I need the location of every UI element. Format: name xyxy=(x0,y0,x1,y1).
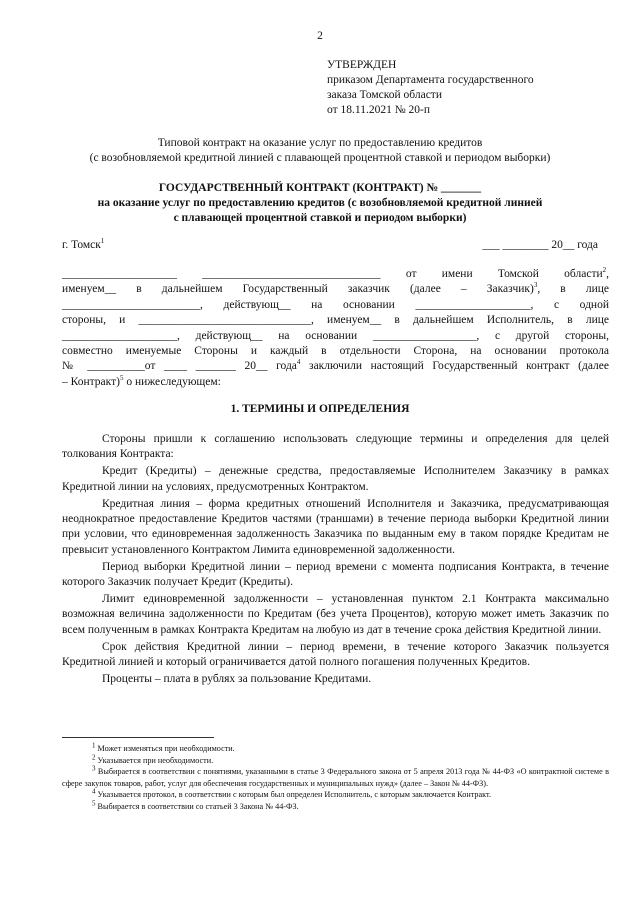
footnote-text: Выбирается в соответствии с понятиями, указанными в статье 3 Федерального закона от 5 апреля 2013 года № 44-ФЗ «О контрактной системе в сфере закупок товаров, работ, услуг для обеспечения государственных и муниципальных нужд» (далее – Закон № 44-ФЗ). xyxy=(62,767,609,788)
contract-date: ___ ________ 20__ года xyxy=(482,239,598,251)
footnote-number: 1 xyxy=(92,741,96,750)
preamble-text: о нижеследующем: xyxy=(123,375,221,388)
footnote-text: Может изменяться при необходимости. xyxy=(95,744,235,753)
preamble-line-1 xyxy=(62,267,609,282)
paragraph: Лимит единовременной задолженности – установленная пунктом 2.1 Контракта максимально возможная величина задолженности по Кредитам (без учета Процентов), которую может иметь Заказчик по всем полученным в рамках Контракта Кредитам на любую из дат в течение срока действия Кредитной линии. xyxy=(62,593,609,636)
preamble-line-8 xyxy=(62,375,609,390)
footnote-number: 2 xyxy=(92,752,96,761)
preamble-text: , в лице xyxy=(537,283,609,296)
footnote xyxy=(62,801,609,813)
preamble-text: – Контракт) xyxy=(62,375,120,388)
footnote-ref: 5 xyxy=(119,374,124,383)
preamble-text: именуем__ в дальнейшем Государственный заказчик (далее – Заказчик) xyxy=(62,283,534,296)
approval-line-4: от 18.11.2021 № 20-п xyxy=(327,104,431,116)
paragraph: Кредит (Кредиты) – денежные средства, предоставляемые Исполнителем Заказчику в рамках Кредитной линии на условиях, предусмотренных Контрактом. xyxy=(62,465,609,493)
section-heading: 1. ТЕРМИНЫ И ОПРЕДЕЛЕНИЯ xyxy=(230,403,410,415)
typical-line-2: (с возобновляемой кредитной линией с плавающей процентной ставкой и периодом выборки) xyxy=(89,152,551,164)
paragraph: Период выборки Кредитной линии – период времени с момента подписания Контракта, в течение которого Заказчик получает Кредит (Кредиты). xyxy=(62,560,609,589)
preamble-line-2 xyxy=(62,282,609,297)
footnotes xyxy=(62,743,609,813)
approval-block xyxy=(327,58,534,118)
paragraph: Стороны пришли к соглашению использовать следующие термины и определения для целей толкования Контракта: xyxy=(62,433,609,461)
preamble-line-7 xyxy=(62,359,609,374)
preamble-text: № __________от ____ _______ 20__ года xyxy=(62,360,297,373)
preamble-text: заключили настоящий Государственный контракт (далее xyxy=(300,360,609,373)
preamble-text: , xyxy=(606,268,609,280)
footnote-ref: 3 xyxy=(533,281,538,290)
approval-line-2: приказом Департамента государственного xyxy=(327,74,534,86)
title-line-1: ГОСУДАРСТВЕННЫЙ КОНТРАКТ (КОНТРАКТ) № _______ xyxy=(158,182,482,194)
paragraph: Срок действия Кредитной линии – период времени, в течение которого Заказчик пользуется Кредитной линией и который ограничивается датой полного погашения полученных Кредитов. xyxy=(62,640,609,669)
footnote xyxy=(62,752,609,767)
typical-contract-heading xyxy=(40,136,600,166)
footnote-number: 4 xyxy=(92,787,96,796)
footnote xyxy=(62,743,609,755)
city-text: г. Томск xyxy=(62,239,101,251)
footnote-ref: 2 xyxy=(602,266,607,275)
city-date-row xyxy=(62,239,598,251)
title-line-3: с плавающей процентной ставкой и периодом выборки) xyxy=(173,212,467,224)
definitions-section xyxy=(62,432,609,689)
typical-line-1: Типовой контракт на оказание услуг по предоставлению кредитов xyxy=(157,137,483,149)
footnote-number: 3 xyxy=(92,764,96,773)
approval-line-3: заказа Томской области xyxy=(327,89,442,101)
contract-title xyxy=(40,181,600,226)
preamble-line-4: стороны, и ______________________________, именуем__ в дальнейшем Исполнитель, в лице xyxy=(62,314,609,327)
footnote-ref: 4 xyxy=(296,358,301,367)
footnote-text: Указывается при необходимости. xyxy=(95,755,214,765)
footnote-divider xyxy=(62,737,214,738)
footnote-number: 5 xyxy=(92,799,96,808)
preamble-text: ____________________ _______________________________ от имени Томской области xyxy=(62,268,603,280)
preamble-line-3: ________________________, действующ__ на основании ____________________, с одной xyxy=(62,298,609,311)
city xyxy=(62,239,104,251)
page-number: 2 xyxy=(317,30,323,42)
paragraph: Проценты – плата в рублях за пользование Кредитами. xyxy=(102,673,372,686)
city-footnote-ref: 1 xyxy=(100,237,105,246)
footnote-text: Указывается протокол, в соответствии с которым был определен Исполнитель, с которым заключается Контракт. xyxy=(95,790,491,800)
footnote xyxy=(62,789,609,801)
approval-line-1: УТВЕРЖДЕН xyxy=(327,59,397,71)
footnote xyxy=(62,766,609,789)
paragraph: Кредитная линия – форма кредитных отношений Исполнителя и Заказчика, предусматривающая неоднократное предоставление Кредитов частями (траншами) в течение периода выборки Кредитной линии при условии, что единовременная задолженность Заказчика по выданным ему в таком порядке Кредитам не превысит установленного Контрактом Лимита единовременной задолженности. xyxy=(62,497,609,556)
preamble-line-6: совместно именуемые Стороны и каждый в отдельности Сторона, на основании протокола xyxy=(62,345,609,358)
preamble xyxy=(62,267,609,390)
footnote-text: Выбирается в соответствии со статьей 3 Закона № 44-ФЗ. xyxy=(95,801,299,811)
preamble-line-5: ____________________, действующ__ на основании __________________, с другой стороны, xyxy=(62,329,609,342)
title-line-2: на оказание услуг по предоставлению кредитов (с возобновляемой кредитной линией xyxy=(97,197,543,209)
